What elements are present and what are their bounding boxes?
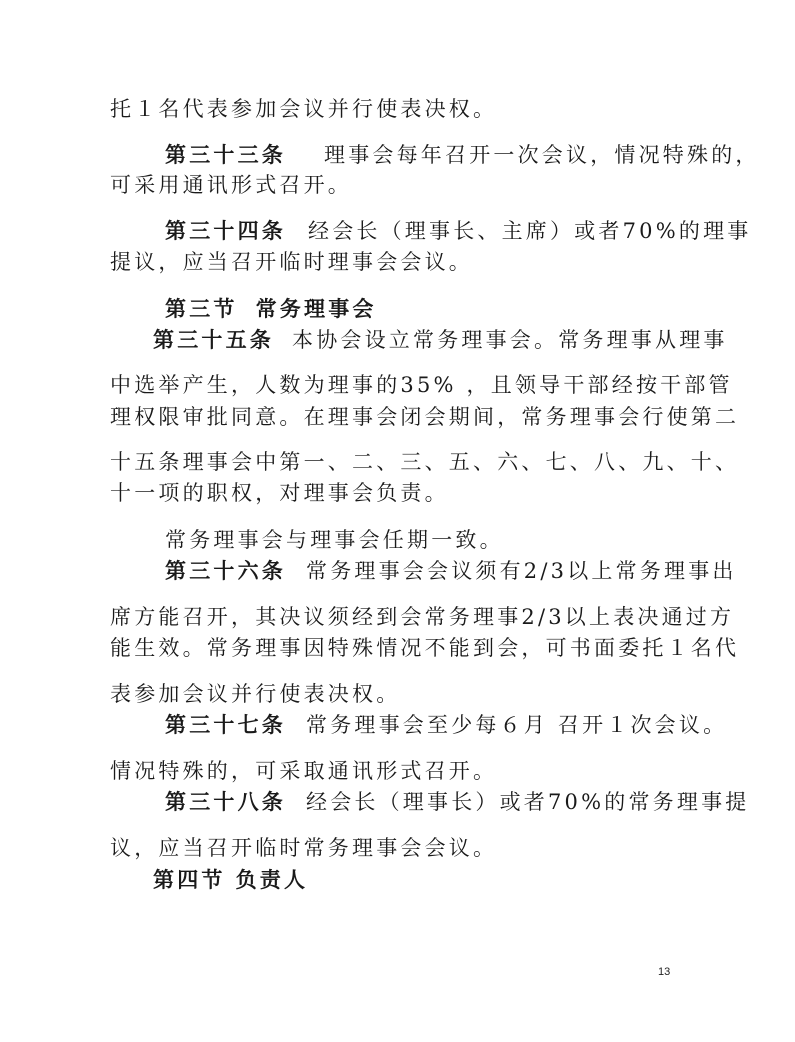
text-line: 十五条理事会中第一、二、三、五、六、七、八、九、十、	[110, 450, 740, 474]
text-line: 提议，应当召开临时理事会会议。	[110, 250, 473, 274]
page-number: 13	[658, 966, 671, 978]
article-heading: 第三十四条	[165, 218, 286, 243]
text-line: 理权限审批同意。在理事会闭会期间，常务理事会行使第二	[110, 405, 740, 429]
article-heading: 第三十七条	[165, 712, 286, 737]
text-line: 可采用通讯形式召开。	[110, 173, 352, 197]
text-line: 十一项的职权，对理事会负责。	[110, 481, 449, 505]
text-line: 议，应当召开临时常务理事会会议。	[110, 836, 498, 860]
article-36: 第三十六条 常务理事会会议须有2/3以上常务理事出	[165, 558, 737, 583]
article-33: 第三十三条 理事会每年召开一次会议，情况特殊的，	[165, 142, 760, 167]
text-line: 托１名代表参加会议并行使表决权。	[110, 97, 498, 121]
text-line: 常务理事会与理事会任期一致。	[165, 528, 504, 552]
article-heading: 第三十三条	[165, 142, 286, 167]
text-line: 席方能召开，其决议须经到会常务理事2/3以上表决通过方	[110, 605, 735, 629]
text-line: 能生效。常务理事因特殊情况不能到会，可书面委托１名代	[110, 636, 740, 660]
article-heading: 第三十八条	[165, 789, 286, 814]
article-38: 第三十八条 经会长（理事长）或者70%的常务理事提	[165, 789, 750, 814]
section-heading-3: 第三节 常务理事会	[165, 296, 377, 321]
section-heading-4: 第四节 负责人	[153, 867, 309, 892]
article-heading: 第三十六条	[165, 558, 286, 583]
article-37: 第三十七条 常务理事会至少每６月 召开１次会议。	[165, 712, 728, 737]
text-line: 中选举产生，人数为理事的35% ，且领导干部经按干部管	[110, 373, 733, 397]
article-35: 第三十五条 本协会设立常务理事会。常务理事从理事	[153, 327, 728, 352]
text-line: 表参加会议并行使表决权。	[110, 682, 401, 706]
text-line: 情况特殊的，可采取通讯形式召开。	[110, 759, 498, 783]
article-heading: 第三十五条	[153, 327, 274, 352]
article-34: 第三十四条 经会长（理事长、主席）或者70%的理事	[165, 218, 752, 243]
